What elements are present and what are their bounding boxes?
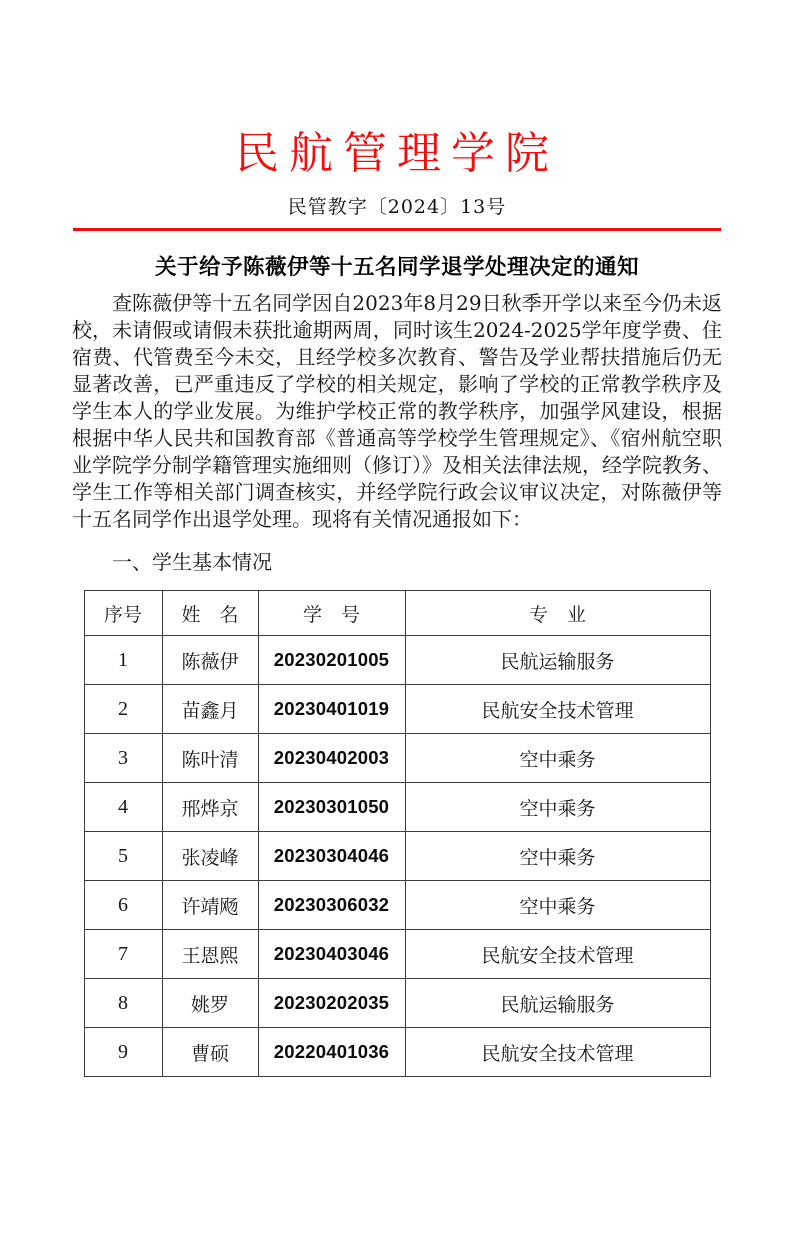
cell-no: 1 — [84, 636, 162, 685]
cell-major: 民航运输服务 — [405, 636, 710, 685]
table-row — [84, 636, 710, 685]
cell-name: 王恩熙 — [162, 930, 258, 979]
cell-major: 空中乘务 — [405, 881, 710, 930]
red-separator-rule — [73, 228, 721, 231]
cell-no: 4 — [84, 783, 162, 832]
cell-no: 2 — [84, 685, 162, 734]
cell-major: 民航安全技术管理 — [405, 685, 710, 734]
table-header-row — [84, 591, 710, 636]
cell-major: 空中乘务 — [405, 783, 710, 832]
cell-no: 7 — [84, 930, 162, 979]
table-row — [84, 734, 710, 783]
table-row — [84, 1028, 710, 1077]
org-name-title: 民航管理学院 — [235, 128, 559, 179]
cell-no: 9 — [84, 1028, 162, 1077]
cell-name: 曹硕 — [162, 1028, 258, 1077]
notice-body-paragraph: 查陈薇伊等十五名同学因自2023年8月29日秋季开学以来至今仍未返校，未请假或请假未获批逾期两周，同时该生2024-2025学年度学费、住宿费、代管费至今未交，且经学校多次教育、警告及学业帮扶措施后仍无显著改善，已严重违反了学校的相关规定，影响了学校的正常教学秩序及学生本人的学业发展。为维护学校正常的教学秩序，加强学风建设，根据根据中华人民共和国教育部《普通高等学校学生管理规定》、《宿州航空职业学院学分制学籍管理实施细则（修订）》及相关法律法规，经学院教务、学生工作等相关部门调查核实，并经学院行政会议审议决定，对陈薇伊等十五名同学作出退学处理。现将有关情况通报如下： — [72, 291, 722, 532]
section-heading: 一、学生基本情况 — [112, 550, 272, 575]
header-cell-name: 姓 名 — [162, 591, 258, 636]
cell-major: 空中乘务 — [405, 734, 710, 783]
cell-major: 民航运输服务 — [405, 979, 710, 1028]
notice-title: 关于给予陈薇伊等十五名同学退学处理决定的通知 — [154, 255, 639, 281]
doc-number: 民管教字〔2024〕13号 — [287, 196, 507, 219]
cell-major: 民航安全技术管理 — [405, 1028, 710, 1077]
cell-student-id: 20230401019 — [258, 685, 405, 734]
cell-name: 陈薇伊 — [162, 636, 258, 685]
cell-no: 5 — [84, 832, 162, 881]
cell-student-id: 20230402003 — [258, 734, 405, 783]
table-row — [84, 783, 710, 832]
cell-name: 邢烨京 — [162, 783, 258, 832]
header-cell-major: 专 业 — [405, 591, 710, 636]
cell-major: 空中乘务 — [405, 832, 710, 881]
cell-major: 民航安全技术管理 — [405, 930, 710, 979]
students-table — [84, 590, 711, 1077]
cell-name: 姚罗 — [162, 979, 258, 1028]
cell-student-id: 20220401036 — [258, 1028, 405, 1077]
cell-student-id: 20230306032 — [258, 881, 405, 930]
table-row — [84, 832, 710, 881]
table-row — [84, 979, 710, 1028]
cell-student-id: 20230301050 — [258, 783, 405, 832]
cell-name: 苗鑫月 — [162, 685, 258, 734]
table-row — [84, 930, 710, 979]
cell-name: 张凌峰 — [162, 832, 258, 881]
header-cell-no: 序号 — [84, 591, 162, 636]
header-cell-student-id: 学 号 — [258, 591, 405, 636]
cell-no: 6 — [84, 881, 162, 930]
document-page — [0, 130, 794, 1252]
cell-student-id: 20230201005 — [258, 636, 405, 685]
cell-name: 许靖飏 — [162, 881, 258, 930]
cell-student-id: 20230202035 — [258, 979, 405, 1028]
cell-student-id: 20230403046 — [258, 930, 405, 979]
cell-no: 8 — [84, 979, 162, 1028]
cell-no: 3 — [84, 734, 162, 783]
cell-student-id: 20230304046 — [258, 832, 405, 881]
table-row — [84, 685, 710, 734]
table-row — [84, 881, 710, 930]
cell-name: 陈叶清 — [162, 734, 258, 783]
